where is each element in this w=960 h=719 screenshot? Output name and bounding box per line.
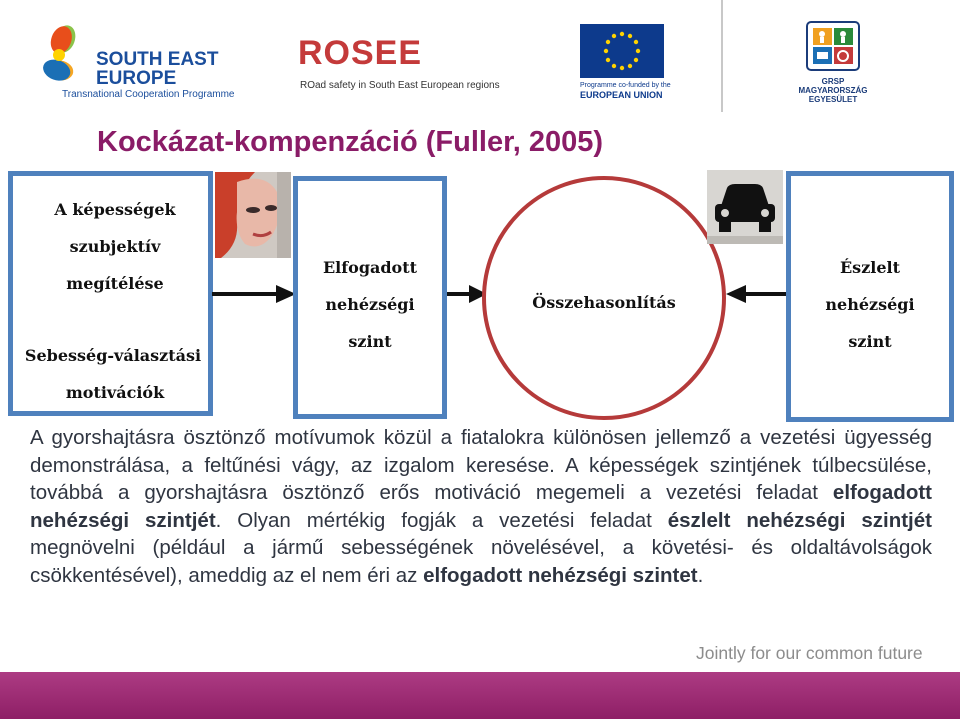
see-flower-icon <box>28 24 90 86</box>
box2-line1: Elfogadott <box>322 258 418 277</box>
car-warning-sign-icon <box>707 170 783 244</box>
body-text-part1: A gyorshajtásra ösztönző motívumok közül a fiatalokra különösen jellemző a vezetési ügyesség demonstrálása, a feltűnési vágy, az izgalom keresése. A képességek szintjének túlbecsülése, továbbá a gyorshajtásra ösztönző erős motiváció megemeli a vezetési feladat <box>30 426 932 504</box>
body-bold-accepted-level-2: elfogadott nehézségi szintet <box>423 563 698 587</box>
box1-line3: megítélése <box>66 274 164 293</box>
box1-line2: szubjektív <box>69 237 161 256</box>
eu-caption-line1: Programme co-funded by the <box>580 82 671 89</box>
eu-stars-icon <box>580 24 664 78</box>
south-east-europe-logo <box>28 22 235 102</box>
grsp-emblem-icon <box>805 20 861 72</box>
rosee-logo <box>298 36 508 96</box>
body-text-part2: . Olyan mértékig fogják a vezetési feladat <box>215 508 668 532</box>
grsp-line3: EGYESÜLET <box>808 95 858 104</box>
rosee-logo-name: ROSEE <box>298 34 423 72</box>
logo-divider <box>721 0 723 112</box>
arrow-right-icon <box>447 284 487 304</box>
eu-caption-line2: EUROPEAN UNION <box>580 90 663 100</box>
body-bold-accepted-level: elfogadott nehézségi szintjét <box>30 481 932 532</box>
see-logo-line2: EUROPE <box>96 68 177 89</box>
box3-line2: nehézségi <box>825 295 915 314</box>
box1-line5: motivációk <box>65 383 165 402</box>
body-bold-perceived-level: észlelt nehézségi szintjét <box>667 508 932 532</box>
footer-bar <box>0 672 960 719</box>
rosee-logo-subtitle: ROad safety in South East European regions <box>300 80 500 91</box>
arrow-left-icon <box>726 284 790 304</box>
eu-flag <box>580 24 664 78</box>
face-photo <box>215 172 291 258</box>
see-logo-line1: SOUTH EAST <box>96 49 219 70</box>
slide-title: Kockázat-kompenzáció (Fuller, 2005) <box>97 126 604 158</box>
box1-line1: A képességek <box>54 200 176 219</box>
see-logo-line3: Transnational Cooperation Programme <box>62 89 235 100</box>
box3-line1: Észlelt <box>839 258 900 277</box>
body-paragraph <box>30 424 932 589</box>
grsp-logo <box>790 20 876 104</box>
box1-line4: Sebesség-választási <box>24 346 202 365</box>
arrow-right-icon <box>212 284 296 304</box>
body-text-part3: megnövelni (például a jármű sebességének növelésével, a követési- és oldaltávolságok csökkentésével), ameddig az el nem éri az <box>30 536 932 587</box>
box3-line3: szint <box>848 332 892 351</box>
body-text-part4: . <box>697 563 704 587</box>
eu-logo <box>580 24 670 104</box>
box2-line3: szint <box>348 332 392 351</box>
box2-line2: nehézségi <box>325 295 415 314</box>
grsp-line2: MAGYARORSZÁG <box>798 86 868 95</box>
circle-label: Összehasonlítás <box>532 293 676 312</box>
grsp-line1: GRSP <box>821 77 845 86</box>
footer-slogan: Jointly for our common future <box>696 643 923 663</box>
